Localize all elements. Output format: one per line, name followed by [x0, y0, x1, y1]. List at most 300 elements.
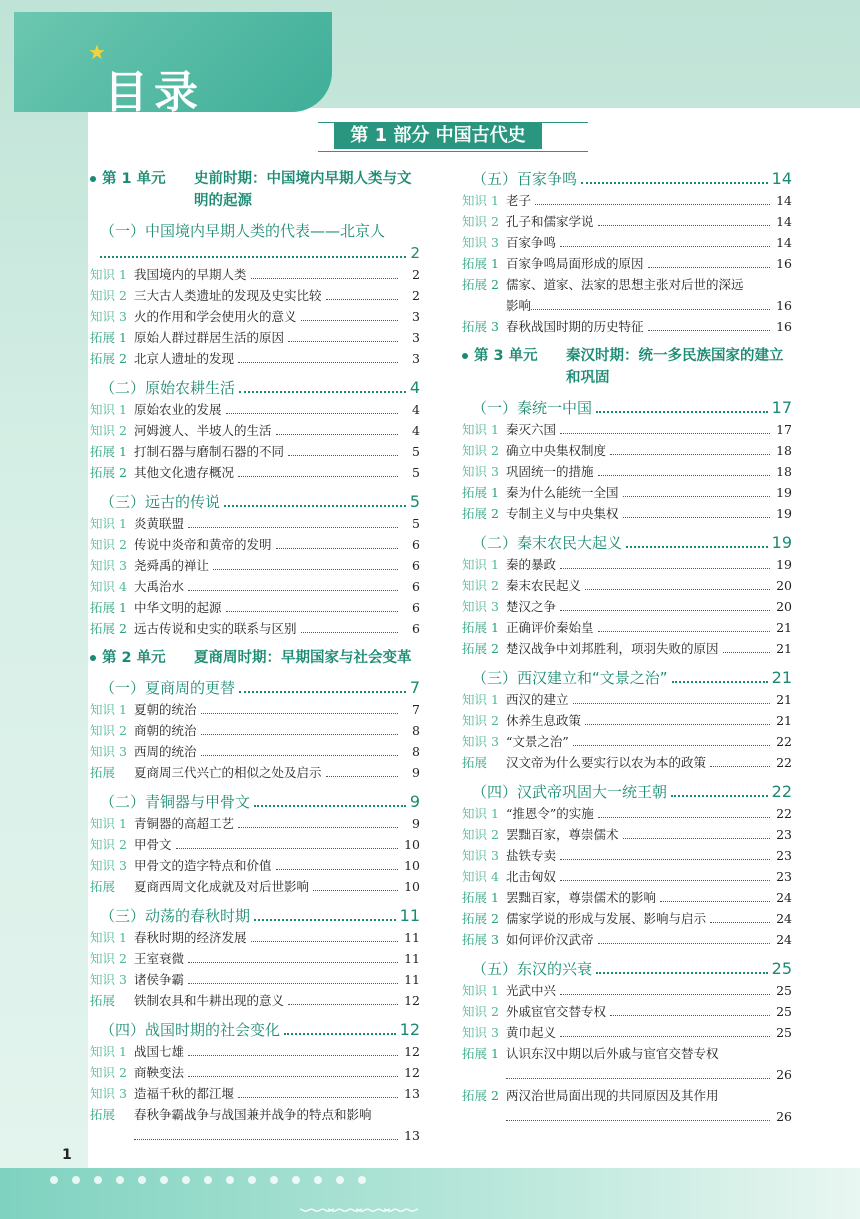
item-page: 11 [404, 972, 420, 987]
toc-item[interactable] [462, 482, 792, 503]
dot-leader [226, 413, 398, 414]
toc-item[interactable] [462, 253, 792, 274]
item-text: 商朝的统治 [134, 723, 197, 738]
item-label: 知识 2 [90, 723, 127, 738]
dot-leader [276, 869, 398, 870]
item-text: 西周的统治 [134, 744, 197, 759]
item-label: 知识 1 [462, 557, 499, 572]
item-page: 12 [404, 1044, 420, 1059]
item-text: 外戚宦官交替专权 [506, 1004, 607, 1019]
part-title: 第 1 部分 中国古代史 [334, 123, 542, 149]
dot-leader [626, 546, 768, 548]
star-icon: ★ [88, 40, 106, 64]
item-text: 光武中兴 [506, 983, 557, 998]
toc-item[interactable] [90, 441, 420, 462]
item-label: 知识 3 [90, 972, 127, 987]
item-page: 23 [776, 827, 792, 842]
toc-item[interactable] [90, 699, 420, 720]
item-page: 10 [404, 837, 420, 852]
toc-item[interactable] [90, 741, 420, 762]
item-label: 拓展 2 [462, 911, 499, 926]
item-text: 战国七雄 [134, 1044, 185, 1059]
item-page: 25 [776, 983, 792, 998]
item-label: 知识 3 [462, 464, 499, 479]
toc-item[interactable] [90, 264, 420, 285]
item-page: 24 [776, 932, 792, 947]
item-text: 儒家学说的形成与发展、影响与启示 [506, 911, 707, 926]
dot-leader [188, 527, 398, 528]
item-page: 18 [776, 464, 792, 479]
toc-item[interactable] [462, 752, 792, 773]
toc-item[interactable] [462, 866, 792, 887]
item-page: 11 [404, 930, 420, 945]
dot-leader [213, 569, 398, 570]
dot-leader [276, 548, 398, 549]
item-label: 知识 3 [90, 309, 127, 324]
item-text: 尧舜禹的禅让 [134, 558, 210, 573]
toc-item[interactable] [462, 908, 792, 929]
item-label: 拓展 [90, 1107, 116, 1122]
toc-item[interactable] [90, 534, 420, 555]
item-label: 拓展 [90, 993, 116, 1008]
toc-item[interactable] [90, 1083, 420, 1104]
dot-leader [723, 652, 770, 653]
item-page: 12 [404, 993, 420, 1008]
chapter-page: 21 [771, 668, 792, 687]
toc-item[interactable] [462, 824, 792, 845]
item-text: 商鞅变法 [134, 1065, 185, 1080]
item-page: 24 [776, 890, 792, 905]
toc-chapter[interactable] [472, 532, 792, 554]
item-label: 知识 1 [462, 983, 499, 998]
item-label: 拓展 [90, 765, 116, 780]
item-label: 知识 1 [462, 806, 499, 821]
dot-leader [188, 1055, 398, 1056]
dot-leader [585, 589, 770, 590]
item-page: 3 [412, 330, 420, 345]
item-page: 5 [412, 465, 420, 480]
dot-leader [623, 838, 770, 839]
item-text: 秦灭六国 [506, 422, 557, 437]
toc-item[interactable] [462, 929, 792, 950]
toc-chapter[interactable] [472, 781, 792, 803]
item-text: 北京人遗址的发现 [134, 351, 235, 366]
item-page: 19 [776, 485, 792, 500]
item-page: 24 [776, 911, 792, 926]
dot-leader [660, 901, 770, 902]
toc-chapter[interactable] [472, 667, 792, 689]
unit-label: 第 1 单元 [102, 171, 166, 187]
toc-item[interactable] [462, 845, 792, 866]
item-text: 夏朝的统治 [134, 702, 197, 717]
item-page: 19 [776, 506, 792, 521]
toc-chapter[interactable] [100, 220, 420, 264]
dot-leader [239, 391, 406, 393]
toc-chapter[interactable] [472, 168, 792, 190]
chapter-page: 25 [771, 959, 792, 978]
toc-item[interactable] [90, 834, 420, 855]
dot-leader [573, 703, 770, 704]
item-page: 3 [412, 351, 420, 366]
dot-leader [710, 922, 770, 923]
dot-leader [560, 246, 770, 247]
toc-chapter[interactable] [100, 491, 420, 513]
toc-item[interactable] [462, 1001, 792, 1022]
item-text: 春秋时期的经济发展 [134, 930, 247, 945]
item-page: 6 [412, 558, 420, 573]
item-label: 拓展 2 [462, 277, 499, 292]
toc-item[interactable] [462, 190, 792, 211]
item-label: 知识 3 [462, 848, 499, 863]
item-text: 秦末农民起义 [506, 578, 582, 593]
dot-leader [326, 776, 398, 777]
dot-leader [201, 734, 398, 735]
unit-heading [462, 345, 792, 389]
toc-item[interactable] [90, 1062, 420, 1083]
item-page: 14 [776, 214, 792, 229]
item-page: 7 [412, 702, 420, 717]
dot-leader [648, 267, 770, 268]
chapter-title: （二）原始农耕生活 [100, 379, 236, 397]
dot-leader [648, 330, 770, 331]
item-page: 9 [412, 765, 420, 780]
dot-leader [188, 1076, 398, 1077]
chapter-page: 4 [409, 378, 420, 397]
chapter-title: （一）中国境内早期人类的代表——北京人 [100, 222, 386, 240]
dot-leader [598, 631, 770, 632]
item-page: 21 [776, 641, 792, 656]
item-text: 原始农业的发展 [134, 402, 222, 417]
toc-item[interactable] [90, 927, 420, 948]
toc-item[interactable] [462, 232, 792, 253]
toc-item[interactable] [462, 575, 792, 596]
item-label: 拓展 [90, 879, 116, 894]
item-label: 知识 3 [90, 1086, 127, 1101]
item-page: 23 [776, 869, 792, 884]
page-title: 目录 [104, 67, 204, 118]
item-label: 知识 1 [90, 516, 127, 531]
dot-leader [710, 766, 770, 767]
dot-leader [623, 517, 770, 518]
item-page: 10 [404, 858, 420, 873]
item-first-line [462, 274, 792, 295]
item-label: 拓展 3 [462, 319, 499, 334]
toc-item[interactable] [462, 1043, 792, 1085]
item-text: 河姆渡人、半坡人的生活 [134, 423, 272, 438]
toc-chapter[interactable] [100, 677, 420, 699]
chapter-title: （一）夏商周的更替 [100, 679, 236, 697]
toc-item[interactable] [90, 720, 420, 741]
item-page: 22 [776, 734, 792, 749]
toc-item[interactable] [462, 638, 792, 659]
item-text: 老子 [506, 193, 532, 208]
toc-item[interactable] [90, 762, 420, 783]
toc-item[interactable] [462, 689, 792, 710]
dot-leader [251, 278, 398, 279]
item-text: 黄巾起义 [506, 1025, 557, 1040]
toc-chapter[interactable] [100, 905, 420, 927]
dot-leader [560, 568, 770, 569]
item-text: 西汉的建立 [506, 692, 569, 707]
item-second-line [462, 1064, 792, 1085]
toc-item[interactable] [462, 440, 792, 461]
dot-leader [531, 309, 770, 310]
item-page: 17 [776, 422, 792, 437]
dot-leader [100, 256, 406, 258]
dot-leader [276, 434, 398, 435]
dot-leader [251, 941, 398, 942]
item-text: 罢黜百家，尊崇儒术 [506, 827, 619, 842]
item-label: 知识 3 [462, 734, 499, 749]
item-label: 知识 2 [90, 837, 127, 852]
dot-leader [672, 681, 768, 683]
toc-chapter[interactable] [100, 791, 420, 813]
toc-item[interactable] [90, 327, 420, 348]
dot-leader [313, 890, 398, 891]
toc-item[interactable] [462, 803, 792, 824]
page-number: 1 [62, 1147, 72, 1163]
toc-item[interactable] [462, 617, 792, 638]
dot-leader [506, 1078, 770, 1079]
item-second-line [462, 295, 792, 316]
toc-column-left [90, 160, 420, 1146]
item-page: 2 [412, 288, 420, 303]
item-text: 大禹治水 [134, 579, 185, 594]
item-page: 2 [412, 267, 420, 282]
chapter-page: 14 [771, 169, 792, 188]
item-label: 知识 2 [90, 537, 127, 552]
item-page: 12 [404, 1065, 420, 1080]
chapter-title: （五）东汉的兴衰 [472, 960, 593, 978]
toc-item[interactable] [90, 348, 420, 369]
dot-leader [288, 1004, 398, 1005]
item-page: 25 [776, 1004, 792, 1019]
item-text: 铁制农具和牛耕出现的意义 [134, 993, 285, 1008]
item-page: 8 [412, 723, 420, 738]
item-label: 拓展 1 [90, 444, 127, 459]
dot-leader [598, 475, 770, 476]
unit-heading [90, 168, 420, 212]
toc-item[interactable] [90, 618, 420, 639]
toc-item[interactable] [462, 554, 792, 575]
toc-item[interactable] [462, 274, 792, 316]
dot-leader [284, 1033, 396, 1035]
item-text: 楚汉之争 [506, 599, 557, 614]
toc-item[interactable] [90, 990, 420, 1011]
item-text: 休养生息政策 [506, 713, 582, 728]
item-page: 20 [776, 599, 792, 614]
item-label: 知识 2 [90, 423, 127, 438]
dot-leader [288, 455, 398, 456]
dot-leader [238, 476, 398, 477]
chapter-title: （三）动荡的春秋时期 [100, 907, 251, 925]
toc-item[interactable] [462, 461, 792, 482]
item-label: 拓展 1 [462, 256, 499, 271]
dot-leader [560, 859, 770, 860]
item-page: 21 [776, 692, 792, 707]
item-text: 巩固统一的措施 [506, 464, 594, 479]
item-text: 青铜器的高超工艺 [134, 816, 235, 831]
toc-item[interactable] [462, 887, 792, 908]
footer-wave-decoration: ﹏﹏﹏﹏ [300, 1178, 412, 1218]
toc-item[interactable] [462, 1022, 792, 1043]
item-text: 打制石器与磨制石器的不同 [134, 444, 285, 459]
item-label: 知识 3 [462, 1025, 499, 1040]
unit-title: 夏商周时期：早期国家与社会变革 [194, 650, 412, 666]
item-page: 6 [412, 579, 420, 594]
item-page: 3 [412, 309, 420, 324]
item-text: 夏商周三代兴亡的相似之处及启示 [134, 765, 322, 780]
chapter-page: 5 [409, 492, 420, 511]
item-label: 知识 2 [90, 951, 127, 966]
toc-item[interactable] [90, 399, 420, 420]
toc-item[interactable] [90, 306, 420, 327]
item-text: 传说中炎帝和黄帝的发明 [134, 537, 272, 552]
dot-leader [560, 880, 770, 881]
toc-item[interactable] [462, 211, 792, 232]
item-label: 知识 2 [90, 1065, 127, 1080]
item-label: 拓展 2 [462, 1088, 499, 1103]
dot-leader [671, 795, 768, 797]
item-page: 6 [412, 537, 420, 552]
toc-item[interactable] [90, 855, 420, 876]
item-text: 罢黜百家，尊崇儒术的影响 [506, 890, 657, 905]
item-label: 知识 1 [462, 193, 499, 208]
dot-leader [560, 610, 770, 611]
item-text: 认识东汉中期以后外戚与宦官交替专权 [506, 1046, 719, 1061]
toc-item[interactable] [90, 1104, 420, 1146]
item-page: 14 [776, 193, 792, 208]
item-text: 秦的暴政 [506, 557, 557, 572]
dot-leader [239, 691, 406, 693]
dot-leader [301, 320, 398, 321]
unit-heading [90, 647, 420, 669]
item-label: 拓展 2 [462, 641, 499, 656]
toc-item[interactable] [90, 285, 420, 306]
item-page: 20 [776, 578, 792, 593]
toc-item[interactable] [462, 710, 792, 731]
item-page: 4 [412, 402, 420, 417]
dot-leader [573, 745, 770, 746]
item-label: 知识 4 [90, 579, 127, 594]
item-first-line [462, 1085, 792, 1106]
item-page: 26 [776, 1067, 792, 1082]
item-page: 21 [776, 713, 792, 728]
item-text: 专制主义与中央集权 [506, 506, 619, 521]
item-text: 北击匈奴 [506, 869, 557, 884]
item-label: 拓展 2 [90, 465, 127, 480]
item-page: 16 [776, 319, 792, 334]
item-label: 知识 2 [462, 827, 499, 842]
unit-title: 史前时期：中国境内早期人类与文明的起源 [194, 171, 412, 209]
toc-item[interactable] [462, 1085, 792, 1127]
item-label: 知识 4 [462, 869, 499, 884]
item-text: 盐铁专卖 [506, 848, 557, 863]
item-label: 拓展 2 [462, 506, 499, 521]
toc-item[interactable] [90, 597, 420, 618]
toc-item[interactable] [90, 813, 420, 834]
item-text: 三大古人类遗址的发现及史实比较 [134, 288, 322, 303]
item-page: 13 [404, 1086, 420, 1101]
item-page: 19 [776, 557, 792, 572]
item-text: 其他文化遗存概况 [134, 465, 235, 480]
toc-item[interactable] [462, 980, 792, 1001]
toc-item[interactable] [90, 948, 420, 969]
dot-leader [585, 724, 770, 725]
toc-item[interactable] [90, 576, 420, 597]
item-text: 夏商西周文化成就及对后世影响 [134, 879, 310, 894]
dot-leader [623, 496, 770, 497]
chapter-title: （二）青铜器与甲骨文 [100, 793, 251, 811]
dot-leader [188, 590, 398, 591]
dot-leader [506, 1120, 770, 1121]
dot-leader [254, 919, 396, 921]
item-text: 汉文帝为什么要实行以农为本的政策 [506, 755, 707, 770]
item-page: 5 [412, 516, 420, 531]
toc-item[interactable] [462, 419, 792, 440]
item-text: 正确评价秦始皇 [506, 620, 594, 635]
toc-item[interactable] [90, 420, 420, 441]
toc-chapter[interactable] [100, 1019, 420, 1041]
item-label: 知识 1 [90, 816, 127, 831]
chapter-page: 17 [771, 398, 792, 417]
item-page: 22 [776, 806, 792, 821]
item-label: 知识 1 [90, 402, 127, 417]
toc-item[interactable] [90, 555, 420, 576]
item-text: 甲骨文的造字特点和价值 [134, 858, 272, 873]
toc-item[interactable] [462, 731, 792, 752]
item-text: 如何评价汉武帝 [506, 932, 594, 947]
toc-item[interactable] [462, 503, 792, 524]
item-label: 拓展 1 [462, 1046, 499, 1061]
toc-item[interactable] [90, 1041, 420, 1062]
item-page: 16 [776, 298, 792, 313]
item-text: 火的作用和学会使用火的意义 [134, 309, 297, 324]
item-page: 8 [412, 744, 420, 759]
item-label: 拓展 2 [90, 621, 127, 636]
dot-leader [188, 962, 398, 963]
toc-item[interactable] [90, 513, 420, 534]
dot-leader [610, 454, 770, 455]
item-text: 诸侯争霸 [134, 972, 185, 987]
toc-item[interactable] [462, 316, 792, 337]
item-page: 6 [412, 600, 420, 615]
toc-chapter[interactable] [100, 377, 420, 399]
item-label: 知识 3 [462, 235, 499, 250]
toc-item[interactable] [90, 876, 420, 897]
item-text: 造福千秋的都江堰 [134, 1086, 235, 1101]
item-page: 5 [412, 444, 420, 459]
item-first-line [90, 1104, 420, 1125]
item-label: 拓展 [462, 755, 488, 770]
toc-chapter[interactable] [472, 958, 792, 980]
item-page: 21 [776, 620, 792, 635]
item-text: 原始人群过群居生活的原因 [134, 330, 285, 345]
toc-item[interactable] [90, 462, 420, 483]
toc-chapter[interactable] [472, 397, 792, 419]
unit-label: 第 3 单元 [474, 348, 538, 364]
dot-leader [560, 1036, 770, 1037]
toc-item[interactable] [90, 969, 420, 990]
item-label: 知识 2 [462, 443, 499, 458]
item-label: 知识 2 [90, 288, 127, 303]
chapter-page: 19 [771, 533, 792, 552]
dot-leader [238, 362, 398, 363]
dot-leader [598, 817, 770, 818]
item-label: 知识 2 [462, 578, 499, 593]
dot-leader [598, 943, 770, 944]
toc-item[interactable] [462, 596, 792, 617]
